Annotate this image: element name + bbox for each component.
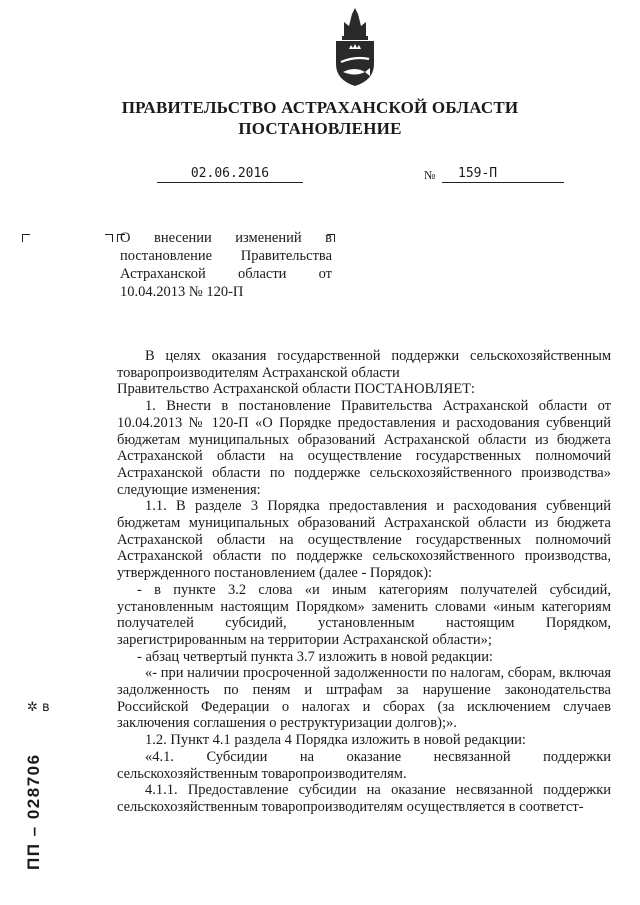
body-paragraph: «4.1. Субсидии на оказание несвязанной поддержки сельскохозяйственным товаропроизводителям. xyxy=(117,748,611,782)
body-paragraph: 1.2. Пункт 4.1 раздела 4 Порядка изложить в новой редакции: xyxy=(145,732,526,749)
corner-mark xyxy=(22,234,30,242)
body-paragraph: В целях оказания государственной поддержки сельскохозяйственным товаропроизводителям Астраханской области xyxy=(117,348,611,381)
margin-stamp-icon: ✲ ʙ xyxy=(27,700,50,715)
document-subject: О внесении изменений в постановление Правительства Астраханской области от 10.04.2013 № 120-П xyxy=(120,230,332,300)
doc-type: ПОСТАНОВЛЕНИЕ xyxy=(238,119,402,138)
org-title: ПРАВИТЕЛЬСТВО АСТРАХАНСКОЙ ОБЛАСТИ xyxy=(121,98,519,117)
body-paragraph: 1. Внести в постановление Правительства Астраханской области от 10.04.2013 № 120-П «О Порядке предоставления и расходования субвенций бюджетам муниципальных образований Астраханской области из бюджета Астраханской области на осуществление государственных полномочий Астраханской области по поддержке сельскохозяйственного производства» следующие изменения: xyxy=(117,398,611,498)
astrakhan-coat-of-arms-icon xyxy=(330,6,380,88)
body-paragraph: - в пункте 3.2 слова «и иным категориям получателей субсидий, установленным настоящим Порядком» заменить словами «иным категориям получателей субсидий, установленным настоящим Порядком, зарегистрированным на территории Астраханской области»; xyxy=(117,581,611,648)
body-paragraph: «- при наличии просроченной задолженности по налогам, сборам, включая задолженность по пеням и штрафам за нарушение законодательства Российской Федерации о налогах и сборах (за исключением случаев заключения соглашения о реструктуризации долгов);». xyxy=(117,665,611,732)
body-paragraph: - абзац четвертый пункта 3.7 изложить в новой редакции: xyxy=(137,648,494,665)
document-number: 159-П xyxy=(442,166,564,183)
body-paragraph: 1.1. В разделе 3 Порядка предоставления и расходования субвенций бюджетам муниципальных образований Астраханской области из бюджета Астраханской области на осуществление государственных полномочий Астраханской области по поддержке сельскохозяйственного производства, утвержденного постановлением (далее - Порядок): xyxy=(117,498,611,582)
margin-serial-code: ПП – 028706 xyxy=(24,753,43,870)
body-paragraph: 4.1.1. Предоставление субсидии на оказание несвязанной поддержки сельскохозяйственным товаропроизводителям осуществляется в соответст- xyxy=(117,782,611,815)
document-body xyxy=(117,348,611,816)
corner-mark xyxy=(105,234,113,242)
number-sign: № xyxy=(424,168,436,182)
document-date: 02.06.2016 xyxy=(157,166,303,183)
body-paragraph: Правительство Астраханской области ПОСТАНОВЛЯЕТ: xyxy=(117,381,475,398)
